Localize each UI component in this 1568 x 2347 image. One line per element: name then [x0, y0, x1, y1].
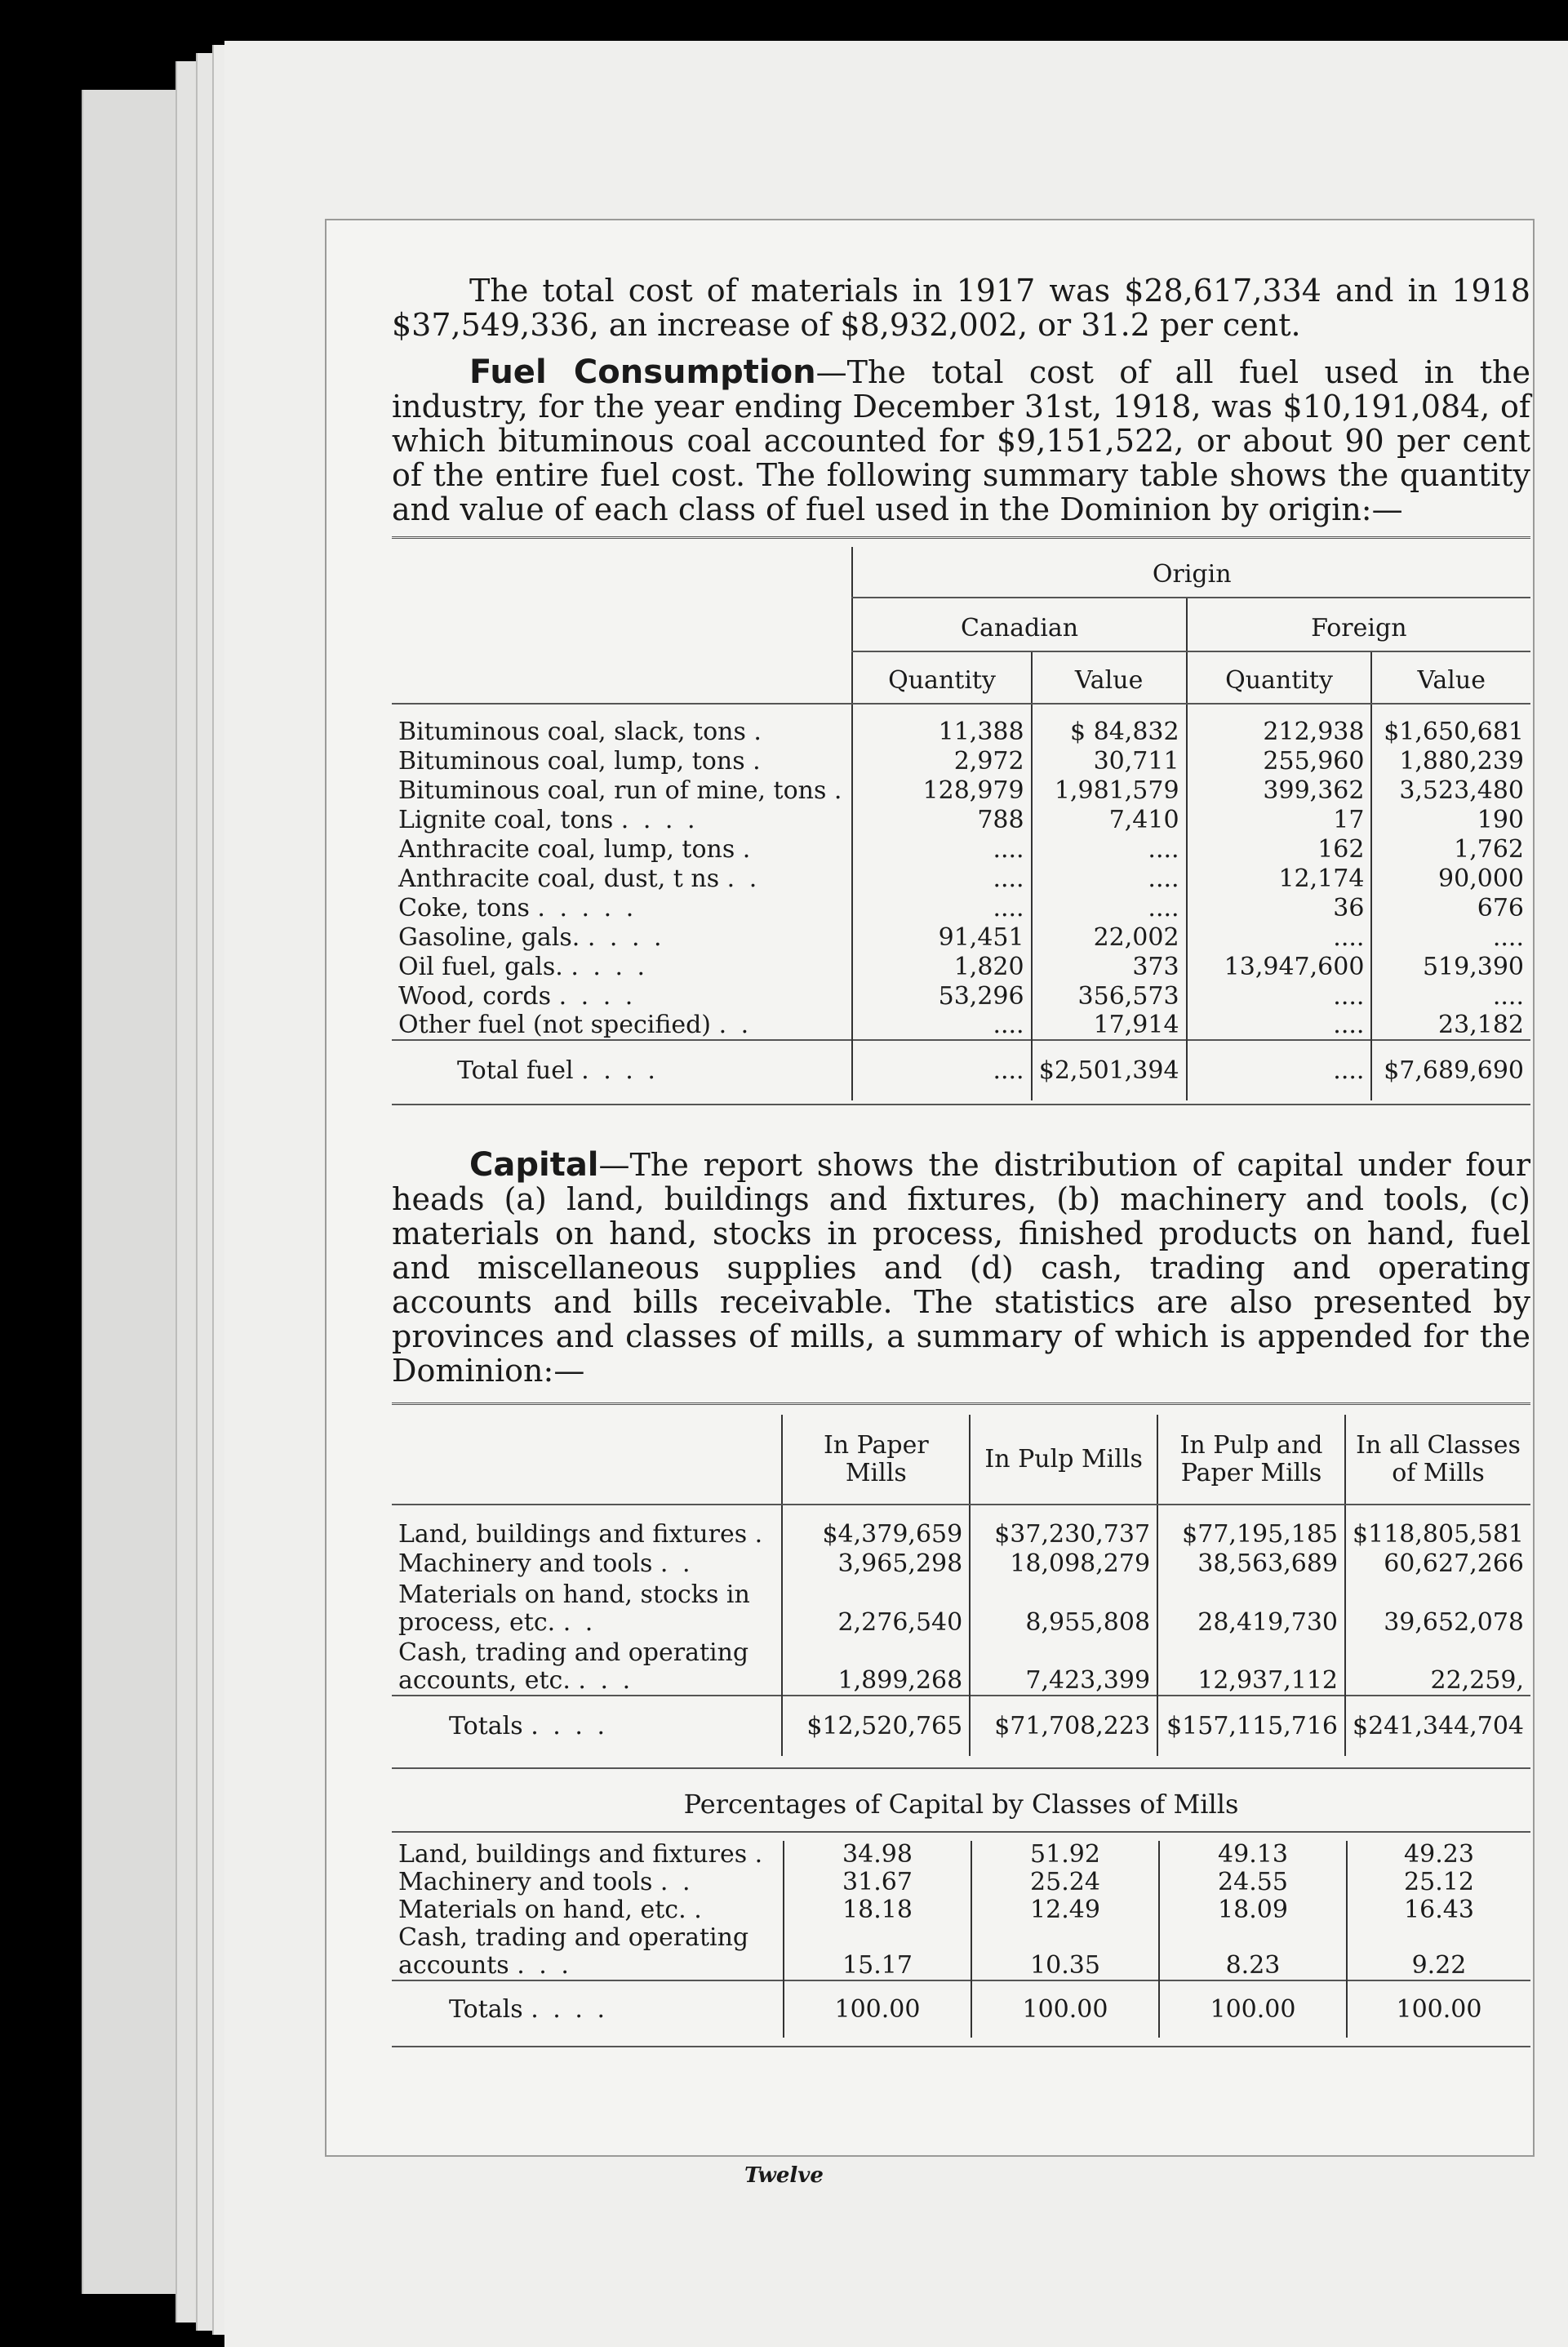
leader-dots: . . — [726, 865, 761, 893]
page-content — [392, 273, 1530, 2047]
capital-cell: 22,259, — [1345, 1637, 1530, 1696]
row-label: Bituminous coal, lump, tons — [398, 747, 745, 776]
row-label: Anthracite coal, lump, tons — [398, 835, 735, 864]
percent-cell: 31.67 — [784, 1869, 971, 1896]
capital-total-cell: $157,115,716 — [1157, 1696, 1345, 1756]
row-label: Materials on hand, stocks in process, etc. — [398, 1580, 750, 1637]
fuel-cell-cq: .... — [852, 834, 1031, 864]
capital-header: In Paper Mills — [782, 1415, 970, 1505]
percent-cell: 12.49 — [971, 1896, 1159, 1924]
fuel-cell-fq: .... — [1187, 981, 1372, 1011]
table-row — [392, 746, 1530, 776]
fuel-cell-cq: .... — [852, 1011, 1031, 1040]
percent-cell: 25.12 — [1347, 1869, 1530, 1896]
leader-dots: . . . . — [581, 1056, 659, 1085]
capital-cell: 7,423,399 — [970, 1637, 1157, 1696]
fuel-cell-fv: 90,000 — [1371, 864, 1530, 893]
capital-paragraph — [392, 1148, 1530, 1388]
capital-total-cell: $12,520,765 — [782, 1696, 970, 1756]
row-label: Totals — [449, 1711, 523, 1740]
fuel-cell-cq: .... — [852, 864, 1031, 893]
leader-dots: . . — [660, 1549, 694, 1578]
leader-dots: . . . . — [531, 1711, 608, 1740]
leader-dots: . . . — [578, 1666, 634, 1695]
leader-dots: . — [753, 718, 765, 746]
leader-dots: . — [754, 1520, 766, 1549]
fuel-cell-cv: $ 84,832 — [1032, 704, 1187, 746]
row-label: Bituminous coal, run of mine, tons — [398, 776, 827, 805]
fuel-cell-fq: 36 — [1187, 893, 1372, 922]
table-row — [392, 805, 1530, 834]
fuel-row-label — [392, 893, 852, 922]
fuel-cell-cq: 2,972 — [852, 746, 1031, 776]
fuel-cell-fq: 13,947,600 — [1187, 952, 1372, 981]
capital-cell: $77,195,185 — [1157, 1505, 1345, 1549]
capital-total-cell: $71,708,223 — [970, 1696, 1157, 1756]
capital-header: In Pulp and Paper Mills — [1157, 1415, 1345, 1505]
fuel-cell-cq: 91,451 — [852, 922, 1031, 952]
fuel-row-label — [392, 746, 852, 776]
fuel-text: —The total cost of all fuel used in the industry, for the year ending December 31st, 1918, was $10,191,084, of which bituminous coal accounted for $9,151,522, or about 90 per cent of the entire fuel cost. The following summary table shows the quantity and value of each class of fuel used in the Dominion by origin:— — [392, 354, 1530, 527]
fuel-cell-fq: 12,174 — [1187, 864, 1372, 893]
percent-total-label — [392, 1980, 784, 2038]
fuel-cell-fq: .... — [1187, 922, 1372, 952]
fuel-cell-cq: 788 — [852, 805, 1031, 834]
capital-text: —The report shows the distribution of capital under four heads (a) land, buildings and fixtures, (b) machinery and tools, (c) materials on hand, stocks in process, finished products on hand, fuel and miscellaneous supplies and (d) cash, trading and operating accounts and bills receivable. The statistics are also presented by provinces and classes of mills, a summary of which is appended for the Dominion:— — [392, 1147, 1530, 1389]
table-row — [392, 1505, 1530, 1549]
fuel-cell-fv: 1,762 — [1371, 834, 1530, 864]
intro-paragraph: The total cost of materials in 1917 was $28,617,334 and in 1918 $37,549,336, an increase of $8,932,002, or 31.2 per cent. — [392, 273, 1530, 343]
leader-dots: . . . . — [587, 923, 665, 952]
fuel-cell-fq: .... — [1187, 1011, 1372, 1040]
fuel-cell-cv: 30,711 — [1032, 746, 1187, 776]
fuel-cell-fq: 212,938 — [1187, 704, 1372, 746]
capital-cell: $118,805,581 — [1345, 1505, 1530, 1549]
leader-dots: . . . . — [558, 982, 637, 1011]
fuel-paragraph — [392, 355, 1530, 527]
row-label: Total fuel — [457, 1056, 574, 1085]
capital-total-cell: $241,344,704 — [1345, 1696, 1530, 1756]
fuel-cell-fv: $1,650,681 — [1371, 704, 1530, 746]
capital-cell: 18,098,279 — [970, 1549, 1157, 1578]
table-row — [392, 1896, 1530, 1924]
fuel-cell-fv: 676 — [1371, 893, 1530, 922]
table-row — [392, 834, 1530, 864]
percent-cell: 9.22 — [1347, 1924, 1530, 1980]
fuel-cell-fq: 162 — [1187, 834, 1372, 864]
fuel-cell-cv: .... — [1032, 864, 1187, 893]
percent-cell: 8.23 — [1159, 1924, 1347, 1980]
page-footer: Twelve — [744, 2163, 824, 2188]
percent-cell: 10.35 — [971, 1924, 1159, 1980]
leader-dots: . . . . — [571, 953, 649, 981]
leader-dots: . . — [562, 1608, 597, 1637]
row-label: Bituminous coal, slack, tons — [398, 718, 746, 746]
capital-header: In all Classes of Mills — [1345, 1415, 1530, 1505]
fuel-cell-cv: 373 — [1032, 952, 1187, 981]
fuel-cell-fv: 1,880,239 — [1371, 746, 1530, 776]
row-label: Totals — [449, 1994, 523, 2024]
percentages-table — [392, 1841, 1530, 2038]
table-row — [392, 922, 1530, 952]
fuel-row-label — [392, 704, 852, 746]
row-label: Lignite coal, tons — [398, 806, 614, 834]
fuel-heading: Fuel Consumption — [469, 353, 816, 391]
leader-dots: . . — [718, 1011, 753, 1039]
fuel-cell-fv: .... — [1371, 922, 1530, 952]
row-label: Other fuel (not specified) — [398, 1011, 712, 1039]
total-row — [392, 1696, 1530, 1756]
canadian-header: Canadian — [852, 598, 1186, 651]
fuel-total-fq: .... — [1187, 1040, 1372, 1100]
capital-cell: 12,937,112 — [1157, 1637, 1345, 1696]
percent-cell: 24.55 — [1159, 1869, 1347, 1896]
capital-cell: 2,276,540 — [782, 1578, 970, 1637]
row-label: Materials on hand, etc. — [398, 1896, 686, 1924]
leader-dots: . — [833, 776, 846, 805]
table-rule — [392, 1104, 1530, 1105]
row-label: Oil fuel, gals. — [398, 953, 563, 981]
capital-cell: 28,419,730 — [1157, 1578, 1345, 1637]
fuel-cell-fq: 17 — [1187, 805, 1372, 834]
table-row — [392, 1578, 1530, 1637]
row-label: Coke, tons — [398, 894, 530, 922]
percent-total-cell: 100.00 — [1159, 1980, 1347, 2038]
fuel-cell-cq: .... — [852, 893, 1031, 922]
row-label: Machinery and tools — [398, 1549, 653, 1578]
fuel-cell-cv: .... — [1032, 834, 1187, 864]
fuel-total-label — [392, 1040, 852, 1100]
fuel-row-label — [392, 981, 852, 1011]
fuel-cell-fv: 3,523,480 — [1371, 776, 1530, 805]
percent-total-cell: 100.00 — [1347, 1980, 1530, 2038]
percent-cell: 25.24 — [971, 1869, 1159, 1896]
capital-cell: 39,652,078 — [1345, 1578, 1530, 1637]
quantity-header: Quantity — [852, 651, 1031, 704]
fuel-row-label — [392, 922, 852, 952]
capital-cell: 38,563,689 — [1157, 1549, 1345, 1578]
table-row — [392, 952, 1530, 981]
capital-row-label — [392, 1505, 782, 1549]
leader-dots: . . . . . — [537, 894, 637, 922]
percent-row-label — [392, 1896, 784, 1924]
capital-cell: 3,965,298 — [782, 1549, 970, 1578]
capital-row-label — [392, 1578, 782, 1637]
fuel-row-label — [392, 776, 852, 805]
row-label: Cash, trading and operating accounts, etc. — [398, 1638, 749, 1695]
quantity-header: Quantity — [1187, 651, 1372, 704]
leader-dots: . — [742, 835, 754, 864]
table-row — [392, 1869, 1530, 1896]
percent-row-label — [392, 1924, 784, 1980]
fuel-cell-cv: 17,914 — [1032, 1011, 1187, 1040]
row-label: Land, buildings and fixtures — [398, 1520, 748, 1549]
capital-header: In Pulp Mills — [970, 1415, 1157, 1505]
fuel-cell-fv: .... — [1371, 981, 1530, 1011]
percent-total-cell: 100.00 — [971, 1980, 1159, 2038]
value-header: Value — [1371, 651, 1530, 704]
leader-dots: . — [694, 1896, 705, 1924]
table-row — [392, 776, 1530, 805]
leader-dots: . . . — [517, 1951, 572, 1980]
total-row — [392, 1980, 1530, 2038]
fuel-cell-cq: 128,979 — [852, 776, 1031, 805]
table-row — [392, 1637, 1530, 1696]
table-rule — [392, 1767, 1530, 1769]
fuel-cell-cv: 7,410 — [1032, 805, 1187, 834]
leader-dots: . . . . — [531, 1994, 608, 2024]
percent-row-label — [392, 1841, 784, 1869]
capital-row-label — [392, 1637, 782, 1696]
row-label: Gasoline, gals. — [398, 923, 580, 952]
percent-cell: 18.18 — [784, 1896, 971, 1924]
table-rule — [392, 1831, 1530, 1833]
fuel-cell-fv: 190 — [1371, 805, 1530, 834]
fuel-row-label — [392, 834, 852, 864]
table-row — [392, 704, 1530, 746]
fuel-cell-cq: 53,296 — [852, 981, 1031, 1011]
leader-dots: . . . . — [620, 806, 699, 834]
capital-cell: 60,627,266 — [1345, 1549, 1530, 1578]
total-row — [392, 1040, 1530, 1100]
percent-cell: 49.13 — [1159, 1841, 1347, 1869]
capital-row-label — [392, 1549, 782, 1578]
fuel-cell-fv: 519,390 — [1371, 952, 1530, 981]
fuel-cell-cq: 11,388 — [852, 704, 1031, 746]
capital-cell: $37,230,737 — [970, 1505, 1157, 1549]
percent-cell: 51.92 — [971, 1841, 1159, 1869]
fuel-cell-cv: 22,002 — [1032, 922, 1187, 952]
percent-cell: 18.09 — [1159, 1896, 1347, 1924]
capital-cell: 8,955,808 — [970, 1578, 1157, 1637]
fuel-table — [392, 547, 1530, 1100]
value-header: Value — [1032, 651, 1187, 704]
foreign-header: Foreign — [1187, 598, 1530, 651]
capital-cell: 1,899,268 — [782, 1637, 970, 1696]
leader-dots: . — [753, 747, 764, 776]
table-row — [392, 864, 1530, 893]
table-row — [392, 1549, 1530, 1578]
percent-total-cell: 100.00 — [784, 1980, 971, 2038]
fuel-total-fv: $7,689,690 — [1371, 1040, 1530, 1100]
table-row — [392, 981, 1530, 1011]
table-rule — [392, 536, 1530, 542]
capital-table — [392, 1415, 1530, 1756]
row-label: Anthracite coal, dust, t ns — [398, 865, 720, 893]
row-label: Land, buildings and fixtures — [398, 1840, 748, 1869]
table-rule — [392, 1402, 1530, 1408]
percent-cell: 15.17 — [784, 1924, 971, 1980]
fuel-cell-cv: 1,981,579 — [1032, 776, 1187, 805]
percent-cell: 16.43 — [1347, 1896, 1530, 1924]
capital-cell: $4,379,659 — [782, 1505, 970, 1549]
table-row — [392, 1924, 1530, 1980]
percent-cell: 34.98 — [784, 1841, 971, 1869]
table-row — [392, 1841, 1530, 1869]
table-row — [392, 893, 1530, 922]
capital-total-label — [392, 1696, 782, 1756]
percent-cell: 49.23 — [1347, 1841, 1530, 1869]
fuel-row-label — [392, 952, 852, 981]
fuel-cell-cq: 1,820 — [852, 952, 1031, 981]
table-rule — [392, 2046, 1530, 2047]
leader-dots: . . — [660, 1868, 694, 1896]
origin-header: Origin — [852, 547, 1530, 598]
fuel-cell-fv: 23,182 — [1371, 1011, 1530, 1040]
percent-row-label — [392, 1869, 784, 1896]
fuel-row-label — [392, 864, 852, 893]
table-row — [392, 1011, 1530, 1040]
capital-heading: Capital — [469, 1146, 599, 1184]
fuel-total-cq: .... — [852, 1040, 1031, 1100]
row-label: Cash, trading and operating accounts — [398, 1923, 749, 1980]
fuel-cell-cv: 356,573 — [1032, 981, 1187, 1011]
fuel-row-label — [392, 805, 852, 834]
fuel-cell-fq: 255,960 — [1187, 746, 1372, 776]
row-label: Wood, cords — [398, 982, 552, 1011]
percentages-caption: Percentages of Capital by Classes of Mills — [683, 1789, 1239, 1820]
fuel-cell-cv: .... — [1032, 893, 1187, 922]
fuel-cell-fq: 399,362 — [1187, 776, 1372, 805]
fuel-total-cv: $2,501,394 — [1032, 1040, 1187, 1100]
leader-dots: . — [754, 1840, 766, 1869]
row-label: Machinery and tools — [398, 1868, 653, 1896]
fuel-row-label — [392, 1011, 852, 1040]
